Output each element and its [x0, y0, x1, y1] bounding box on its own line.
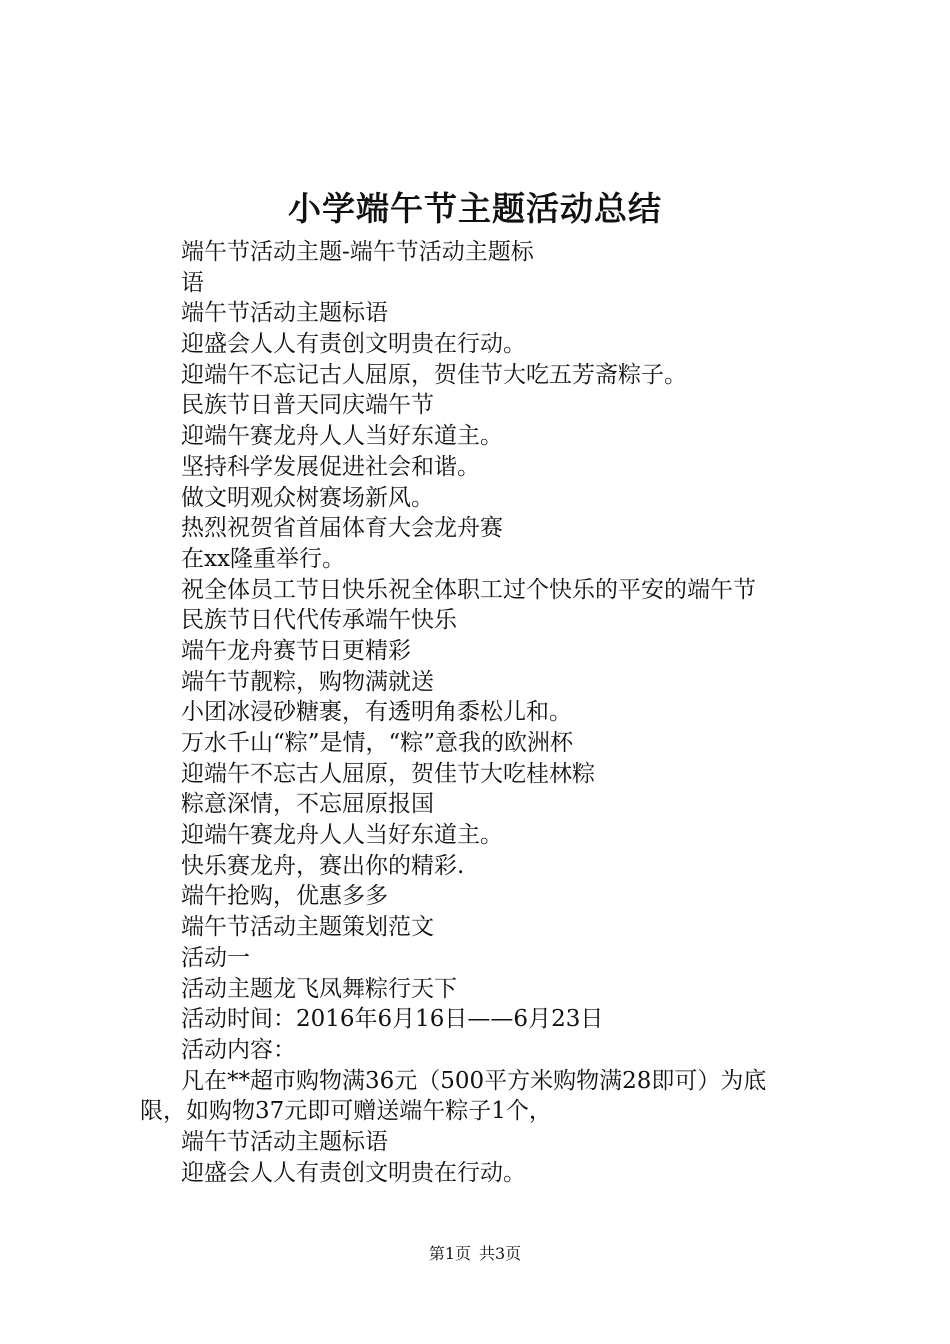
page-total: 共3页 — [479, 1244, 522, 1263]
body-line: 端午节活动主题-端午节活动主题标 — [181, 239, 534, 265]
body-line: 热烈祝贺省首届体育大会龙舟赛 — [181, 515, 503, 542]
body-line: 语 — [181, 269, 204, 296]
body-line: 端午节靓粽，购物满就送 — [181, 668, 434, 695]
body-line: 祝全体员工节日快乐祝全体职工过个快乐的平安的端午节 — [181, 576, 756, 603]
body-line: 民族节日普天同庆端午节 — [181, 392, 434, 419]
page-footer — [0, 1240, 950, 1268]
body-line: 万水千山“粽”是情，“粽”意我的欧洲杯 — [181, 730, 574, 756]
body-line: 凡在**超市购物满36元（500平方米购物满28即可）为底 — [181, 1067, 767, 1094]
body-line: 迎盛会人人有责创文明贵在行动。 — [181, 1159, 526, 1186]
body-line: 迎盛会人人有责创文明贵在行动。 — [181, 331, 526, 358]
body-line: 坚持科学发展促进社会和谐。 — [181, 453, 480, 480]
body-line: 活动主题龙飞凤舞粽行天下 — [181, 975, 457, 1002]
document-body — [140, 237, 840, 1188]
body-line-continuation: 限，如购物37元即可赠送端午粽子1个， — [140, 1098, 552, 1125]
page-number: 第1页 — [428, 1244, 471, 1263]
body-line: 迎端午赛龙舟人人当好东道主。 — [181, 822, 503, 849]
document-title: 小学端午节主题活动总结 — [288, 189, 662, 228]
body-line: 活动一 — [181, 944, 250, 971]
body-line: 端午抢购，优惠多多 — [181, 883, 388, 910]
body-line: 在xx隆重举行。 — [181, 545, 345, 572]
body-line: 民族节日代代传承端午快乐 — [181, 607, 457, 634]
body-line: 活动内容： — [181, 1036, 296, 1063]
body-line: 快乐赛龙舟，赛出你的精彩. — [181, 852, 465, 879]
body-line: 端午节活动主题标语 — [181, 300, 388, 327]
body-line: 端午节活动主题策划范文 — [181, 914, 434, 941]
body-line: 迎端午不忘记古人屈原，贺佳节大吃五芳斋粽子。 — [181, 361, 687, 388]
body-line: 迎端午赛龙舟人人当好东道主。 — [181, 423, 503, 450]
body-line: 粽意深情，不忘屈原报国 — [181, 791, 434, 818]
body-line: 小团冰浸砂糖裹，有透明角黍松儿和。 — [181, 699, 572, 726]
body-line: 活动时间：2016年6月16日——6月23日 — [181, 1006, 604, 1033]
body-line: 端午龙舟赛节日更精彩 — [181, 637, 411, 664]
body-line: 端午节活动主题标语 — [181, 1128, 388, 1155]
body-line: 做文明观众树赛场新风。 — [181, 484, 434, 511]
body-line: 迎端午不忘古人屈原，贺佳节大吃桂林粽 — [181, 760, 595, 787]
